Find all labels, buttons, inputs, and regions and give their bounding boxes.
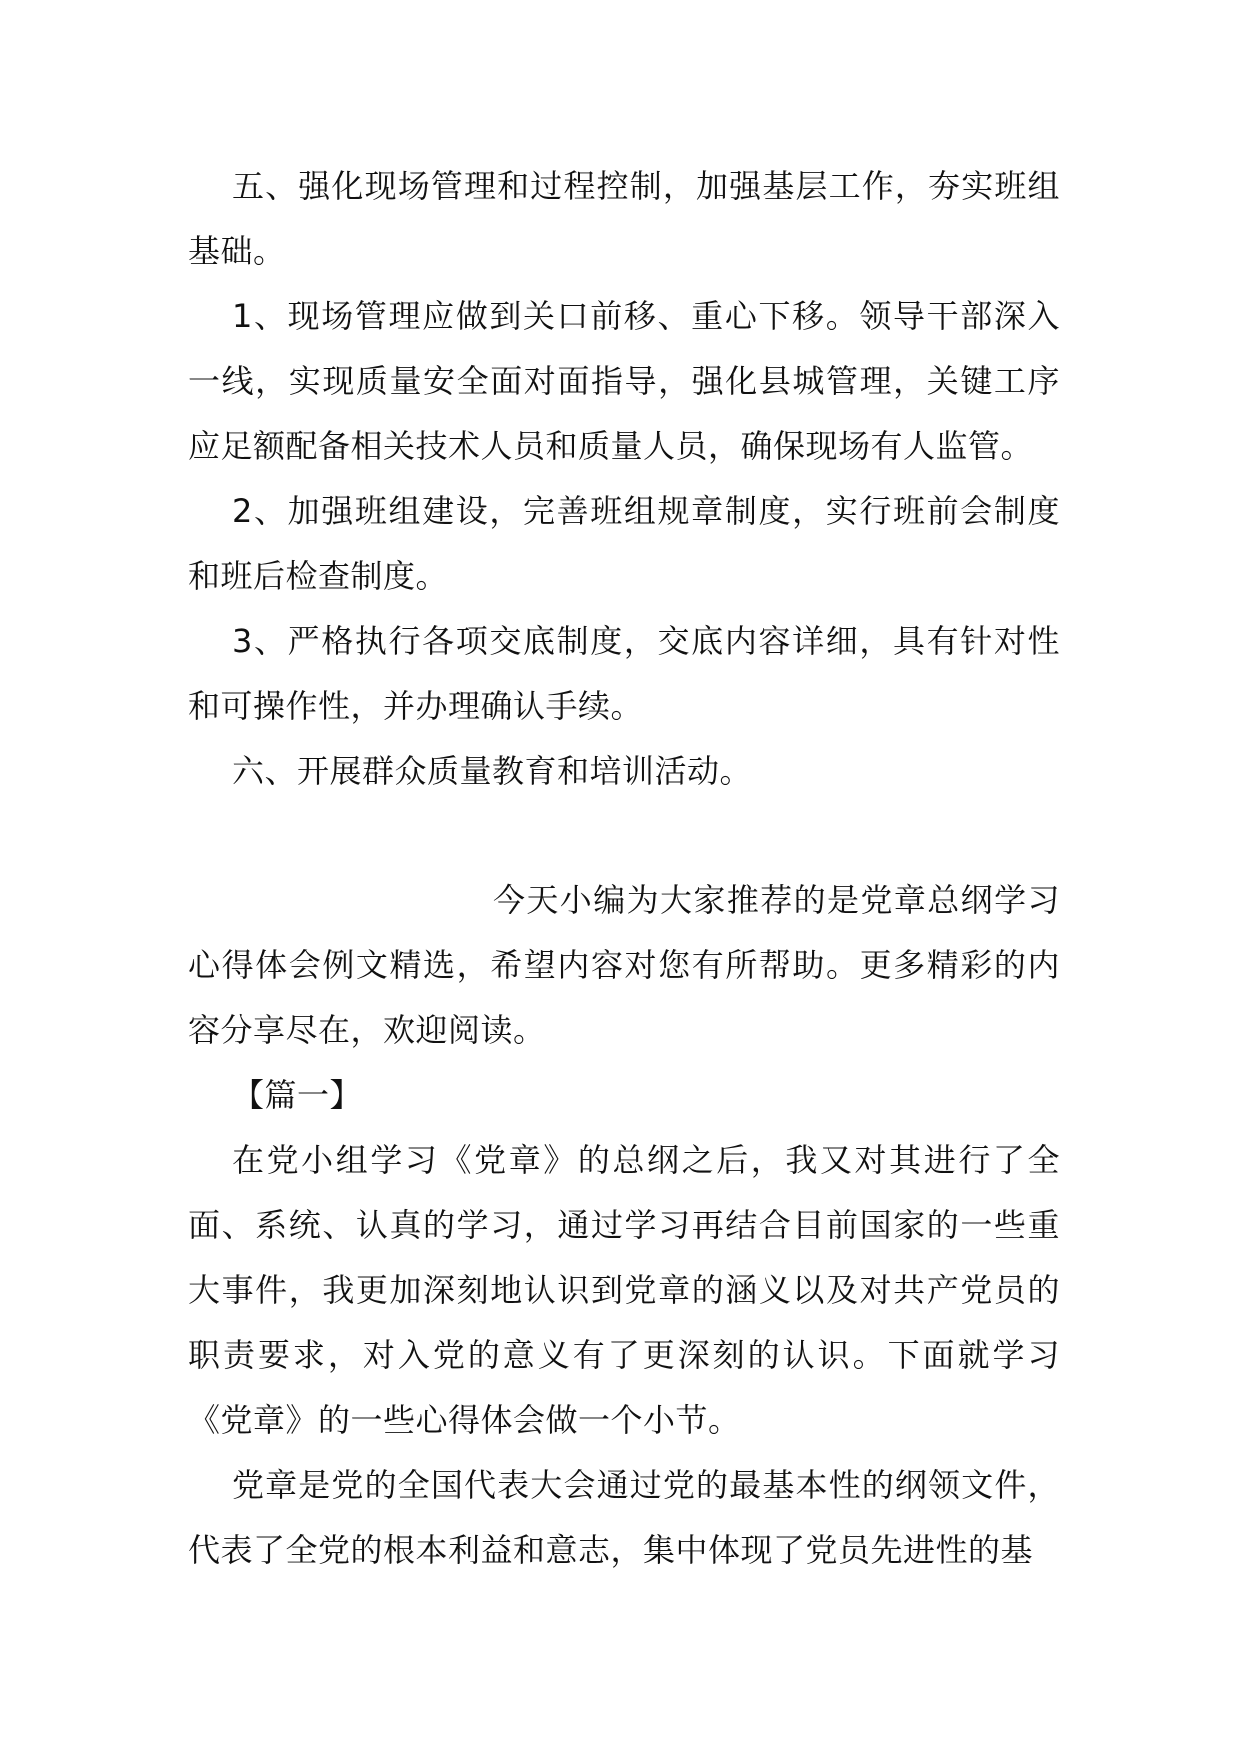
body-paragraph-1: 在党小组学习《党章》的总纲之后，我又对其进行了全面、系统、认真的学习，通过学习再结合目前国家的一些重大事件，我更加深刻地认识到党章的涵义以及对共产党员的职责要求，对入党的意义有了更深刻的认识。下面就学习《党章》的一些心得体会做一个小节。 (188, 1141, 1060, 1439)
intro-paragraph: 今天小编为大家推荐的是党章总纲学习心得体会例文精选，希望内容对您有所帮助。更多精彩的内容分享尽在，欢迎阅读。 (188, 881, 1060, 1049)
paragraph-item-1: 1、现场管理应做到关口前移、重心下移。领导干部深入一线，实现质量安全面对面指导，强化县城管理，关键工序应足额配备相关技术人员和质量人员，确保现场有人监管。 (188, 297, 1060, 465)
body-paragraph-2: 党章是党的全国代表大会通过党的最基本性的纲领文件，代表了全党的根本利益和意志，集中体现了党员先进性的基 (188, 1466, 1060, 1569)
section-heading-5: 五、强化现场管理和过程控制，加强基层工作，夯实班组基础。 (188, 167, 1060, 270)
chapter-heading: 【篇一】 (232, 1076, 363, 1114)
paragraph-item-2: 2、加强班组建设，完善班组规章制度，实行班前会制度和班后检查制度。 (188, 492, 1060, 595)
section-heading-6: 六、开展群众质量教育和培训活动。 (232, 752, 753, 790)
paragraph-item-3: 3、严格执行各项交底制度，交底内容详细，具有针对性和可操作性，并办理确认手续。 (188, 622, 1060, 725)
